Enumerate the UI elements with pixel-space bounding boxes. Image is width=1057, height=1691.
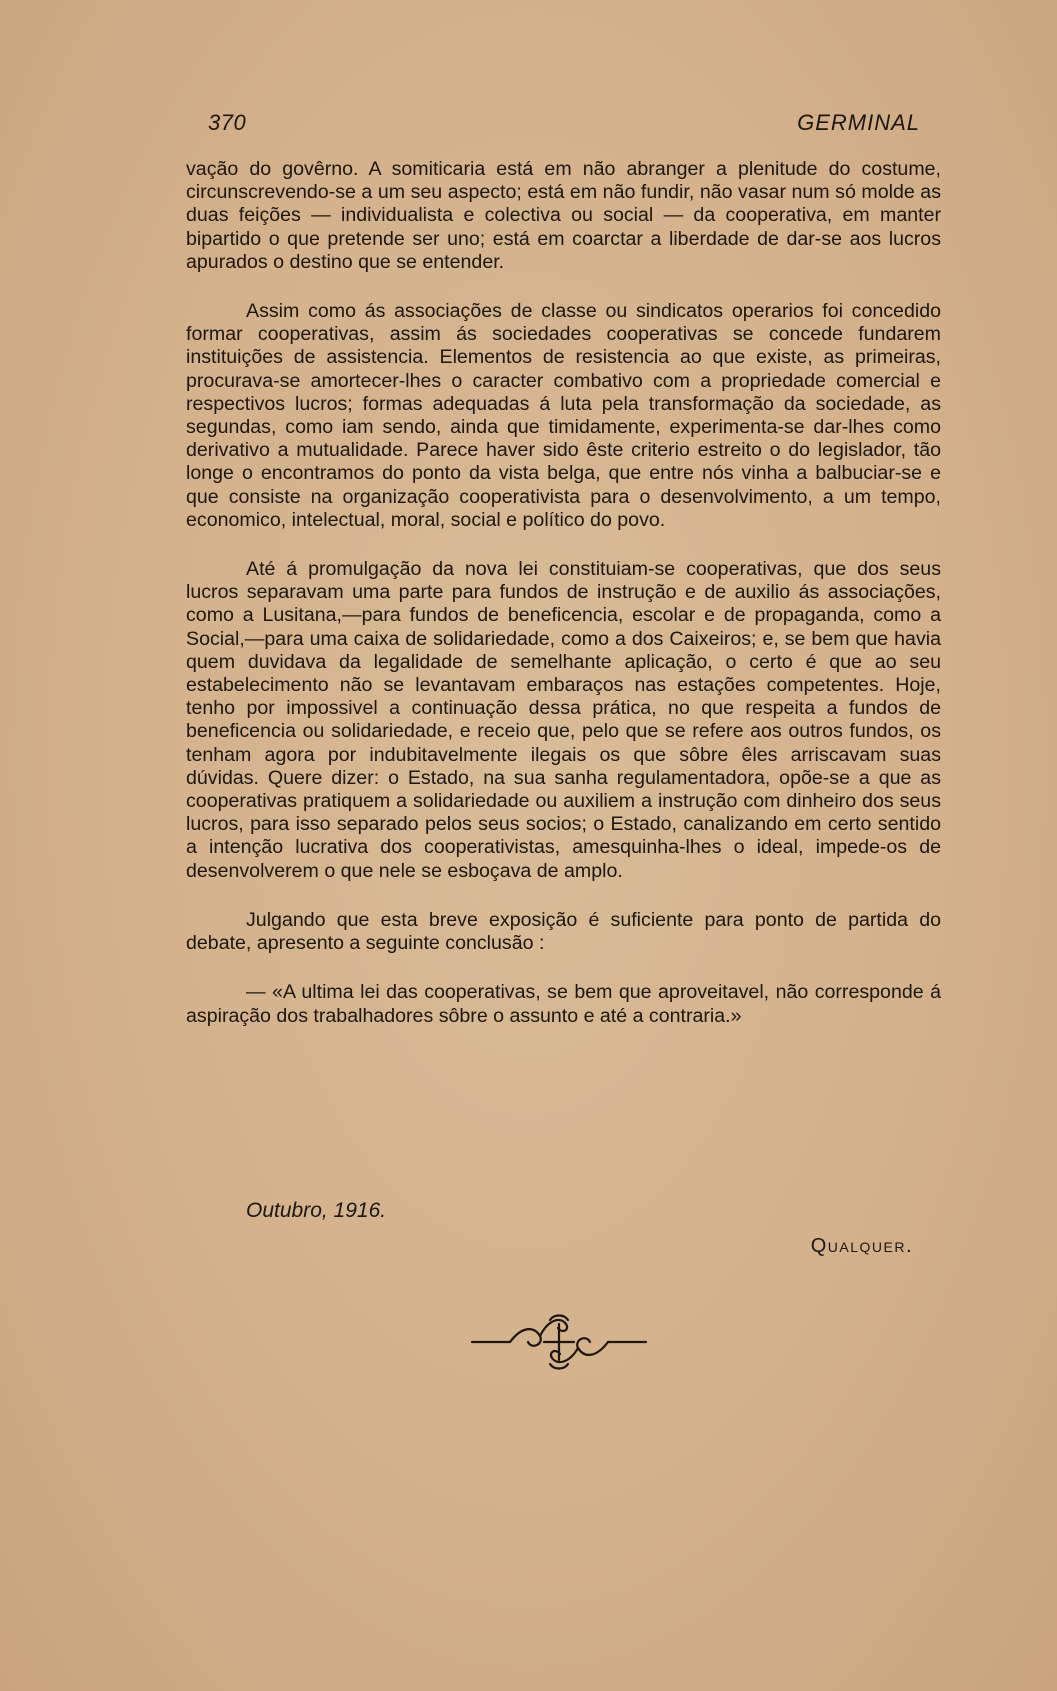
running-title: GERMINAL [797,110,920,135]
conclusion-quote: — «A ultima lei das cooperativas, se bem que aproveitavel, não corresponde á aspiração dos trabalhadores sôbre o assunto e até a contraria.» [186,981,941,1027]
date-line: Outubro, 1916. [246,1199,387,1222]
paragraph-3: Até á promulgação da nova lei constituiam-se cooperativas, que dos seus lucros separavam uma parte para fundos de instrução e de auxilio ás associações, como a Lusitana,—para fundos de beneficencia, escolar e de propaganda, como a Social,—para uma caixa de solidariedade, como a dos Caixeiros; e, se bem que havia quem duvidava da legalidade de semelhante aplicação, o certo é que ao seu estabelecimento não se levantavam embaraços nas estações competentes. Hoje, tenho por impossivel a continuação dessa prática, no que respeita a fundos de beneficencia ou solidariedade, e receio que, pelo que se refere aos outros fundos, os tenham agora por indubitavelmente ilegais os que sôbre êles arriscavam suas dúvidas. Quere dizer: o Estado, na sua sanha regulamentadora, opõe-se a que as cooperativas pratiquem a solidariedade ou auxiliem a instrução com dinheiro dos seus lucros, para isso separado pelos seus socios; o Estado, canalizando em certo sentido a intenção lucrativa dos cooperativistas, amesquinha-lhes o ideal, impede-os de desenvolverem o que nele se esboçava de amplo. [186,558,941,882]
running-header [208,110,920,144]
signoff [186,1199,941,1269]
fleuron-ornament-icon [470,1312,648,1370]
paragraph-4: Julgando que esta breve exposição é suficiente para ponto de partida do debate, apresento a seguinte conclusão : [186,908,941,955]
page-number: 370 [208,110,247,135]
paragraph-1: vação do govêrno. A somiticaria está em não abranger a plenitude do costume, circunscrevendo-se a um seu aspecto; está em não fundir, não vasar num só molde as duas feições — individualista e colectiva ou social — da cooperativa, em manter bipartido o que pretende ser uno; está em coarctar a liberdade de dar-se aos lucros apurados o destino que se entender. [186,158,941,273]
paragraph-2: Assim como ás associações de classe ou sindicatos operarios foi concedido formar cooperativas, assim ás sociedades cooperativas se concede fundarem instituições de assistencia. Elementos de resistencia ao que existe, as primeiras, procurava-se amortecer-lhes o caracter combativo com a propriedade comercial e respectivos lucros; formas adequadas á luta pela transformação da sociedade, as segundas, como iam sendo, ainda que timidamente, experimenta-se dar-lhes como derivativo a mutualidade. Parece haver sido êste criterio estreito o do legislador, tão longe o encontramos do ponto da vista belga, que entre nós vinha a balbuciar-se e que consiste na organização cooperativista para o desenvolvimento, a um tempo, economico, intelectual, moral, social e político do povo. [186,300,941,531]
article-body [186,158,941,1028]
author-signature: Qualquer. [810,1235,913,1257]
